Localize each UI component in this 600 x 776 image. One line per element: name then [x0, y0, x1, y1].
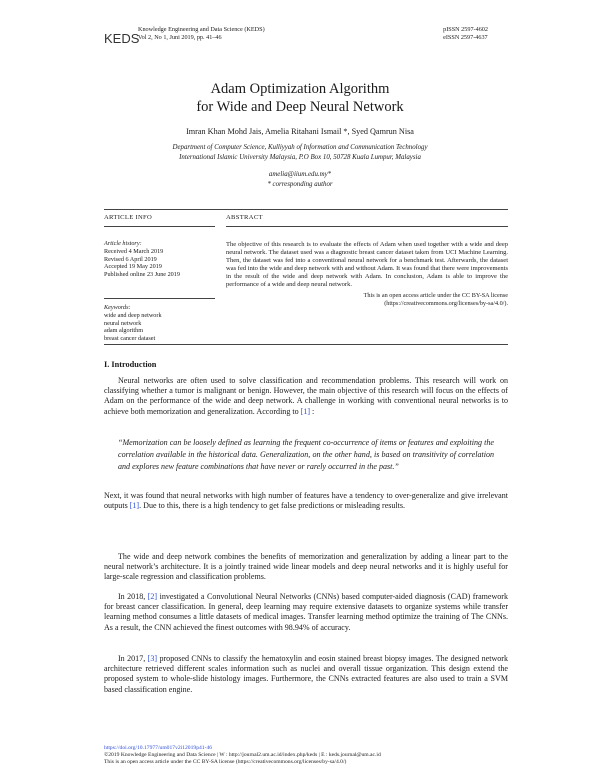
- history-title: Article history:: [104, 240, 142, 247]
- journal-volume: Vol 2, No 1, Juni 2019, pp. 41–46: [138, 34, 222, 41]
- keyword: breast cancer dataset: [104, 334, 156, 342]
- section-heading: I. Introduction: [104, 360, 157, 369]
- citation-link[interactable]: [1]: [129, 501, 140, 511]
- eissn: eISSN 2597-4637: [443, 34, 488, 41]
- article-info-heading: ARTICLE INFO: [104, 214, 153, 221]
- paragraph-text: proposed CNNs to classify the hematoxylin and eosin stained breast biopsy images. The designed network architecture retrieved different scales information such as nuclei and overall tissue organization. This design extend the proposed system to whole-slide histology images. Furthermore, the CNNs extracted features are also used to train a SVM based classification engine.: [104, 654, 509, 694]
- history-accepted: Accepted 19 May 2019: [104, 263, 162, 271]
- page-footer: [104, 745, 381, 767]
- divider-abstract: [226, 226, 508, 227]
- corresponding-note: * corresponding author: [267, 180, 333, 188]
- keyword: adam algorithm: [104, 327, 144, 335]
- paragraph-text: . Due to this, there is a high tendency to get false predictions or misleading results.: [139, 501, 406, 511]
- citation-link[interactable]: [3]: [147, 654, 158, 663]
- abstract-license: [364, 292, 508, 308]
- divider-keywords: [104, 298, 215, 299]
- journal-header: [138, 26, 265, 42]
- divider-top: [104, 209, 508, 210]
- citation-link[interactable]: [2]: [147, 592, 158, 601]
- citation-link[interactable]: [1]: [300, 406, 311, 416]
- paragraph-text: In 2017,: [118, 654, 146, 663]
- footer-license: This is an open access article under the CC BY-SA license (https://creativecommons.org/licenses/by-sa/4.0/): [104, 759, 347, 766]
- keywords-list: [104, 312, 162, 342]
- history-revised: Revised 6 April 2019: [104, 255, 157, 263]
- paragraph-text: Neural networks are often used to solve classification and recommendation problems. This research will work on classifying whether a tumor is malignant or benign. However, the main objective of this research will focus on the effects of Adam on the performance of the wide and deep network. A challenge in working with conventional neural networks is to achieve both memorization and generalization. According to: [104, 376, 508, 416]
- footer-copyright: ©2019 Knowledge Engineering and Data Science | W : http://journal2.um.ac.id/index.php/keds | E : keds.journal@um.ac.id: [104, 752, 381, 759]
- pissn: pISSN 2597-4602: [443, 26, 488, 33]
- license-line-2[interactable]: (https://creativecommons.org/licenses/by-sa/4.0/).: [384, 300, 508, 307]
- paper-title: [0, 80, 600, 116]
- keyword: wide and deep network: [104, 312, 162, 319]
- paragraph-text: investigated a Convolutional Neural Networks (CNNs) based computer-aided diagnosis (CAD) framework for breast cancer classification. In general, deep learning may require extensive datasets to organize systems while transfer learning method consumes a little datasets of medical images. Transfer learning method optimize the training of The CNNs. As a result, the CNN achieved the finest outcomes with 98.94% of accuracy.: [104, 592, 509, 632]
- quote-text: “Memorization can be loosely defined as learning the frequent co-occurrence of items or features and exploiting the correlation available in the historical data. Generalization, on the other hand, is based on transitivity of correlation and explores new feature combinations that have never or rarely occurred in the past.”: [118, 438, 494, 471]
- divider-bottom: [104, 344, 508, 345]
- affiliation: [0, 143, 600, 162]
- keyword: neural network: [104, 319, 142, 327]
- intro-paragraph-5: [104, 654, 508, 695]
- history-published: Published online 23 June 2019: [104, 270, 180, 278]
- email-link[interactable]: amelia@iium.edu.my*: [268, 171, 332, 178]
- keds-logo-icon: [104, 30, 140, 46]
- intro-paragraph-2: [104, 491, 508, 511]
- paragraph-text: :: [310, 406, 315, 416]
- doi-link[interactable]: https://doi.org/10.17977/um017v2i12019p41-46: [104, 745, 213, 751]
- abstract-heading: ABSTRACT: [226, 214, 263, 221]
- issn-block: [443, 26, 488, 42]
- paragraph-text: Next, it was found that neural networks with high number of features have a tendency to over-generalize and give irrelevant outputs: [104, 491, 508, 511]
- title-line-2: for Wide and Deep Neural Network: [196, 99, 404, 115]
- quote-block: [104, 437, 508, 472]
- contact: [0, 170, 600, 189]
- history-received: Received 4 March 2019: [104, 248, 164, 255]
- journal-name: Knowledge Engineering and Data Science (KEDS): [138, 26, 265, 33]
- abstract-text: The objective of this research is to evaluate the effects of Adam when used together with a wide and deep neural network. The dataset used was a diagnostic breast cancer dataset taken from UCI Machine Learning. Then, the dataset was fed into a conventional neural network for a benchmark test. Afterwards, the dataset was fed into the wide and deep network with and without Adam. It was found that there were improvements in the result of the wide and deep network with Adam. In conclusion, Adam is able to improve the performance of a wide and deep neural network.: [226, 241, 508, 288]
- logo-text: KEDS: [104, 31, 140, 46]
- intro-paragraph-4: [104, 592, 508, 633]
- keywords-title: Keywords:: [104, 304, 131, 311]
- history-list: [104, 248, 180, 278]
- paragraph-text: The wide and deep network combines the benefits of memorization and generalization by adding a linear part to the neural network’s architecture. It is a jointly trained wide linear models and deep neural networks and it is highly useful for large-scale regression and classification problems.: [104, 552, 508, 582]
- paragraph-text: In 2018,: [118, 592, 146, 601]
- intro-paragraph-3: [104, 552, 508, 583]
- affiliation-line-2: International Islamic University Malaysia, P.O Box 10, 50728 Kuala Lumpur, Malaysia: [179, 153, 421, 161]
- intro-paragraph-1: [104, 376, 508, 417]
- affiliation-line-1: Department of Computer Science, Kulliyyah of Information and Communication Technology: [172, 144, 428, 151]
- license-line-1: This is an open access article under the CC BY-SA license: [363, 292, 508, 299]
- authors: Imran Khan Mohd Jais, Amelia Ritahani Ismail *, Syed Qamrun Nisa: [186, 127, 414, 136]
- title-line-1: Adam Optimization Algorithm: [210, 81, 390, 97]
- divider-info: [104, 226, 215, 227]
